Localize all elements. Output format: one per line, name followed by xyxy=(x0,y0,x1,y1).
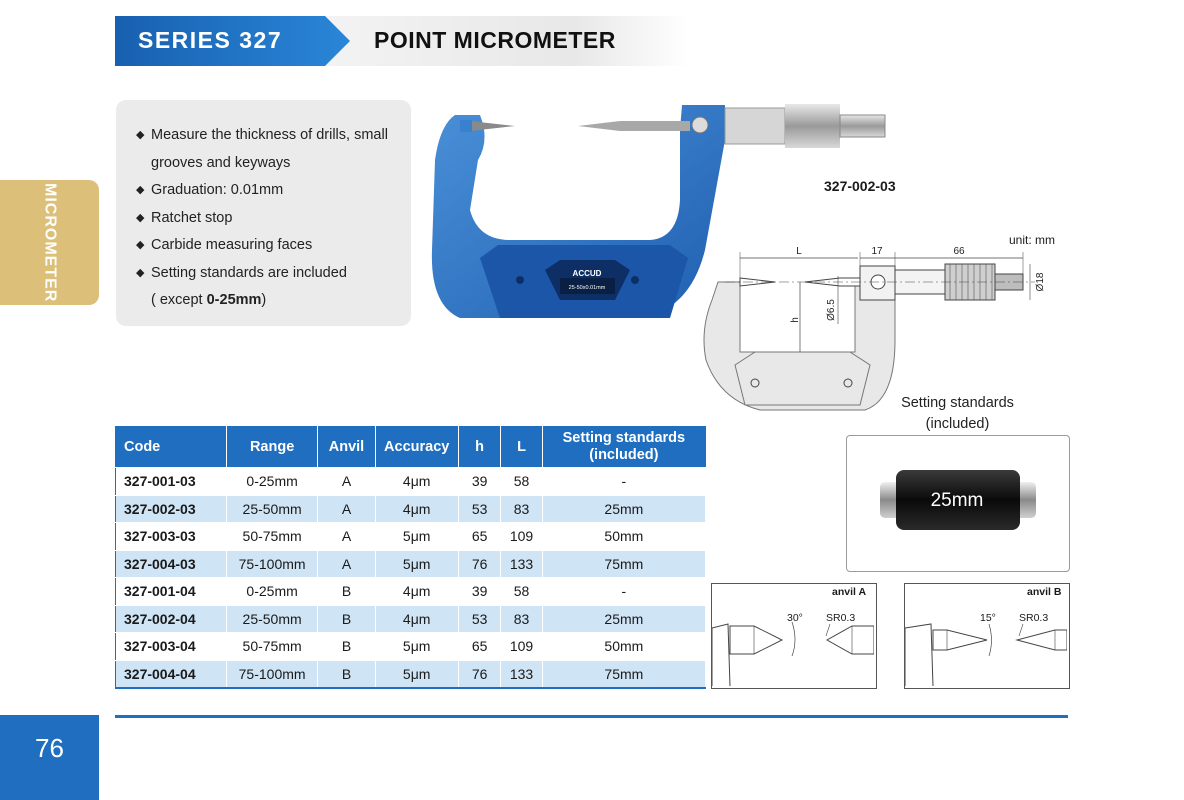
cell-setting: 50mm xyxy=(542,633,705,661)
cell-accuracy: 4μm xyxy=(375,578,458,606)
cell-anvil: A xyxy=(318,550,375,578)
cell-range: 75-100mm xyxy=(226,550,318,578)
cell-anvil: B xyxy=(318,660,375,688)
cell-code: 327-003-04 xyxy=(116,633,227,661)
bullet-icon: ◆ xyxy=(136,266,145,279)
cell-l: 109 xyxy=(501,633,542,661)
dim-66: 66 xyxy=(953,246,965,257)
table-row xyxy=(116,605,706,633)
cell-code: 327-002-04 xyxy=(116,605,227,633)
cell-setting: 75mm xyxy=(542,550,705,578)
cell-anvil: B xyxy=(318,633,375,661)
bullet-icon: ◆ xyxy=(136,129,145,141)
cell-anvil: B xyxy=(318,605,375,633)
cell-accuracy: 5μm xyxy=(375,633,458,661)
cell-code: 327-004-04 xyxy=(116,660,227,688)
feature-note xyxy=(136,287,406,315)
series-label: SERIES 327 xyxy=(138,27,283,53)
dim-l: L xyxy=(796,246,802,257)
cell-setting: - xyxy=(542,468,705,496)
cell-code: 327-004-03 xyxy=(116,550,227,578)
dim-d65: Ø6.5 xyxy=(826,299,837,321)
anvil-b-radius: SR0.3 xyxy=(1019,612,1049,624)
table-row xyxy=(116,495,706,523)
cell-setting: 25mm xyxy=(542,495,705,523)
cell-h: 53 xyxy=(458,495,501,523)
cell-accuracy: 4μm xyxy=(375,605,458,633)
col-anvil: Anvil xyxy=(318,427,375,468)
table-row xyxy=(116,523,706,551)
technical-drawing xyxy=(700,240,1080,415)
side-tab-label: MICROMETER xyxy=(41,182,59,303)
cell-h: 39 xyxy=(458,468,501,496)
anvil-b-angle: 15° xyxy=(980,612,996,624)
cell-l: 109 xyxy=(501,523,542,551)
photo-brand: ACCUD xyxy=(572,269,602,278)
note-prefix: ( except xyxy=(151,292,207,308)
table-row xyxy=(116,550,706,578)
photo-frame-label: 25-50x0.01mm xyxy=(568,285,606,291)
cell-h: 65 xyxy=(458,523,501,551)
cell-code: 327-003-03 xyxy=(116,523,227,551)
anvil-b-drawing xyxy=(905,584,1067,686)
cell-anvil: A xyxy=(318,468,375,496)
bullet-icon: ◆ xyxy=(136,184,145,196)
feature-item xyxy=(136,177,406,205)
cell-range: 0-25mm xyxy=(226,468,318,496)
col-setting-standards: Setting standards (included) xyxy=(542,427,705,468)
cell-h: 76 xyxy=(458,550,501,578)
unit-label: unit: mm xyxy=(1009,233,1056,247)
cell-h: 65 xyxy=(458,633,501,661)
cell-range: 50-75mm xyxy=(226,523,318,551)
page-title: POINT MICROMETER xyxy=(374,27,616,53)
cell-code: 327-001-04 xyxy=(116,578,227,606)
anvil-a-angle: 30° xyxy=(787,612,803,624)
dim-d18: Ø18 xyxy=(1035,272,1046,292)
cell-accuracy: 4μm xyxy=(375,468,458,496)
cell-l: 83 xyxy=(501,495,542,523)
table-row xyxy=(116,660,706,688)
col-range: Range xyxy=(226,427,318,468)
cell-code: 327-002-03 xyxy=(116,495,227,523)
cell-accuracy: 5μm xyxy=(375,550,458,578)
col-accuracy: Accuracy xyxy=(375,427,458,468)
feature-text: Setting standards are included xyxy=(151,264,347,281)
feature-item xyxy=(136,205,406,233)
bullet-icon: ◆ xyxy=(136,239,145,251)
dim-h: h xyxy=(790,317,801,323)
setting-standard-size: 25mm xyxy=(930,490,984,511)
dim-17: 17 xyxy=(871,246,883,257)
cell-accuracy: 5μm xyxy=(375,660,458,688)
cell-anvil: A xyxy=(318,523,375,551)
anvil-a-drawing xyxy=(712,584,874,686)
table-row xyxy=(116,633,706,661)
cell-l: 58 xyxy=(501,578,542,606)
cell-h: 76 xyxy=(458,660,501,688)
feature-item xyxy=(136,260,406,288)
cell-h: 53 xyxy=(458,605,501,633)
anvil-b-title: anvil B xyxy=(1027,586,1062,598)
feature-text: Graduation: 0.01mm xyxy=(151,182,284,198)
col-h: h xyxy=(458,427,501,468)
cell-l: 133 xyxy=(501,550,542,578)
cell-range: 75-100mm xyxy=(226,660,318,688)
cell-accuracy: 5μm xyxy=(375,523,458,551)
cell-setting: - xyxy=(542,578,705,606)
feature-text: Carbide measuring faces xyxy=(151,237,313,253)
feature-item xyxy=(136,122,406,177)
setting-standards-label: Setting standards (included) xyxy=(901,395,1014,432)
cell-l: 58 xyxy=(501,468,542,496)
cell-h: 39 xyxy=(458,578,501,606)
col-l: L xyxy=(501,427,542,468)
model-label: 327-002-03 xyxy=(824,178,896,194)
cell-l: 83 xyxy=(501,605,542,633)
anvil-a-radius: SR0.3 xyxy=(826,612,856,624)
table-header-row xyxy=(116,427,706,468)
side-tab-label-wrap xyxy=(0,180,99,305)
feature-text: Measure the thickness of drills, small grooves and keyways xyxy=(151,127,388,171)
bullet-icon: ◆ xyxy=(136,211,145,224)
note-bold: 0-25mm xyxy=(206,292,262,308)
col-code: Code xyxy=(116,427,227,468)
cell-range: 50-75mm xyxy=(226,633,318,661)
footer-rule xyxy=(115,715,1068,718)
cell-setting: 50mm xyxy=(542,523,705,551)
cell-l: 133 xyxy=(501,660,542,688)
cell-setting: 25mm xyxy=(542,605,705,633)
cell-anvil: B xyxy=(318,578,375,606)
cell-accuracy: 4μm xyxy=(375,495,458,523)
anvil-a-title: anvil A xyxy=(832,586,867,598)
table-row xyxy=(116,468,706,496)
cell-range: 25-50mm xyxy=(226,495,318,523)
spec-table xyxy=(115,426,706,689)
feature-text: Ratchet stop xyxy=(151,209,233,226)
page-number: 76 xyxy=(35,733,64,763)
cell-code: 327-001-03 xyxy=(116,468,227,496)
cell-range: 25-50mm xyxy=(226,605,318,633)
cell-range: 0-25mm xyxy=(226,578,318,606)
features-list xyxy=(136,122,406,315)
note-suffix: ) xyxy=(261,292,267,308)
cell-setting: 75mm xyxy=(542,660,705,688)
feature-item xyxy=(136,232,406,260)
cell-anvil: A xyxy=(318,495,375,523)
table-row xyxy=(116,578,706,606)
